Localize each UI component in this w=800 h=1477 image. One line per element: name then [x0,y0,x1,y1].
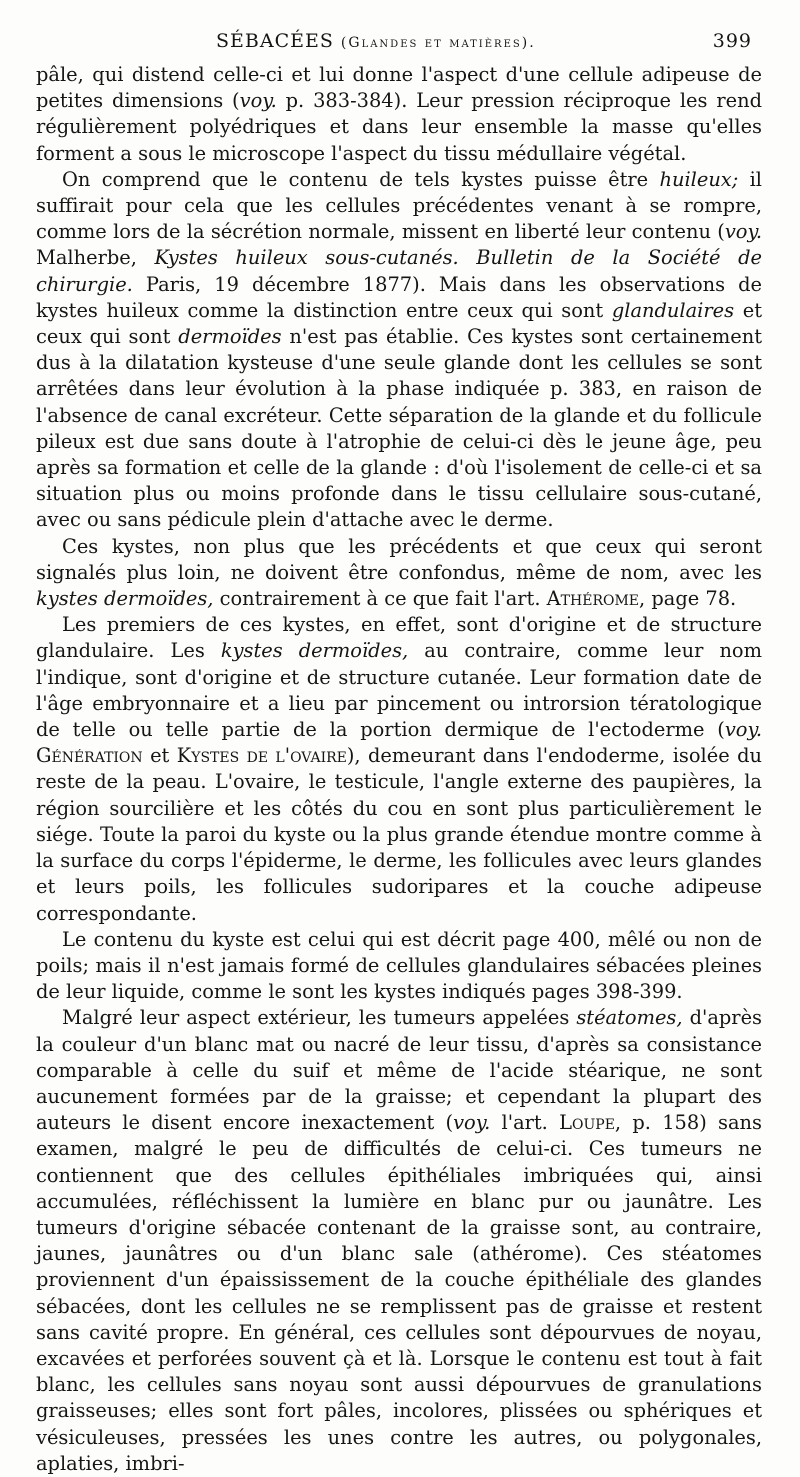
text-run: Le contenu du kyste est celui qui est décrit page 400, mêlé ou non de poils; mais il n'est jamais formé de cellules glandulaires sébacées pleines de leur liquide, comme le sont les kystes indiqués pages 398-399. [36,927,762,1004]
paragraph [36,534,762,613]
text-run: voy. [239,89,277,113]
text-run: ), demeurant dans l'endoderme, isolée du reste de la peau. L'ovaire, le testicule, l'angle externe des paupières, la région sourcilière et les côtés du cou en sont plus particulièrement le siége. Toute la paroi du kyste ou la plus grande étendue montre comme à la surface du corps l'épiderme, le derme, les follicules avec leurs glandes et leurs poils, les follicules sudoripares et la couche adipeuse correspondante. [36,744,762,925]
text-run: voy. [453,1111,491,1135]
text-run: au contraire, comme leur nom l'indique, sont d'origine et de structure cutanée. Leur formation date de l'âge embryonnaire et a lieu par pincement ou introrsion tératologique de telle ou telle partie de la portion dermique de l'ectoderme ( [36,639,762,742]
text-run: Kystes huileux sous-cutanés. Bulletin de la Société de chirurgie. [36,246,762,296]
text-run: stéatomes, [576,1006,683,1030]
text-run: voy. [724,718,762,742]
text-run: Athérome [546,587,640,611]
text-run: kystes dermoïdes, [220,639,409,663]
text-run: pâle, qui distend celle-ci et lui donne l'aspect d'une cellule adipeuse de petites dimensions ( [36,63,762,113]
text-run: d'après la couleur d'un blanc mat ou nacré de leur tissu, d'après sa consistance comparable à celle du suif et même de l'acide stéarique, ne sont aucunement formées par de la graisse; et cependant la plupart des auteurs le disent encore inexactement ( [36,1006,763,1135]
text-run: p. 383-384). Leur pression réciproque les rend régulièrement polyédriques et dans leur ensemble la masse qu'elles forment a sous le microscope l'aspect du tissu médullaire végétal. [36,89,762,165]
text-run: et [142,744,177,768]
page-number: 399 [712,30,752,52]
text-run: voy. [724,220,762,244]
text-run: On comprend que le contenu de tels kystes puisse être [62,167,660,191]
text-run: Génération [36,744,143,768]
header-title [216,30,536,52]
text-run: n'est pas établie. Ces kystes sont certainement dus à la dilatation kysteuse d'une seule glande dont les cellules se sont arrêtées dans leur évolution à la phase indiquée p. 383, en raison de l'absence de canal excréteur. Cette séparation de la glande et du follicule pileux est due sans doute à l'atrophie de celui-ci dès le jeune âge, peu après sa formation et celle de la glande : d'où l'isolement de celle-ci et sa situation plus ou moins profonde dans le tissu cellulaire sous-cutané, avec ou sans pédicule plein d'attache avec le derme. [36,325,762,532]
body-text [36,62,762,1477]
text-run: , page 78. [639,587,737,611]
running-header [36,30,752,60]
text-run: l'art. [490,1111,560,1135]
header-title-main: SÉBACÉES [216,30,334,52]
text-run: il suffirait pour cela que les cellules précédentes venant à se rompre, comme lors de la sécrétion normale, missent en liberté leur contenu ( [36,167,762,244]
text-run: glandulaires [611,298,735,322]
text-run: kystes dermoïdes, [36,587,214,611]
paragraph [36,62,762,167]
text-run: Malgré leur aspect extérieur, les tumeurs appelées [62,1006,577,1030]
text-run: contrairement à ce que fait l'art. [213,587,547,611]
paragraph [36,612,762,926]
header-title-sub: (Glandes et matières). [340,35,536,51]
text-run: Paris, 19 décembre 1877). Mais dans les observations de kystes huileux comme la distinction entre ceux qui sont [36,272,762,322]
text-run: et ceux qui sont [36,298,762,349]
text-run: Ces kystes, non plus que les précédents et que ceux qui seront signalés plus loin, ne doivent être confondus, même de nom, avec les [36,534,762,584]
text-run: Kystes de l'ovaire [176,744,347,768]
text-run: dermoïdes [178,325,282,349]
text-run: huileux; [659,167,739,191]
paragraph [36,1005,762,1477]
text-run: , p. 158) sans examen, malgré le peu de difficultés de celui-ci. Ces tumeurs ne contiennent que des cellules épithéliales imbriquées qui, ainsi accumulées, réfléchissent la lumière en blanc pur ou jaunâtre. Les tumeurs d'origine sébacée contenant de la graisse sont, au contraire, jaunes, jaunâtres ou d'un blanc sale (athérome). Ces stéatomes proviennent d'un épaississement de la couche épithéliale des glandes sébacées, dont les cellules ne se remplissent pas de graisse et restent sans cavité propre. En général, ces cellules sont dépourvues de noyau, excavées et perforées souvent çà et là. Lorsque le contenu est tout à fait blanc, les cellules sans noyau sont aussi dépourvues de granulations graisseuses; elles sont fort pâles, incolores, plissées ou sphériques et vésiculeuses, pressées les unes contre les autres, ou polygonales, aplaties, imbri- [36,1111,762,1475]
text-run: Loupe [559,1111,615,1135]
paragraph [36,167,762,534]
paragraph [36,927,762,1006]
text-run: Les premiers de ces kystes, en effet, sont d'origine et de structure glandulaire. Les [36,613,762,663]
text-run: Malherbe, [36,246,155,270]
